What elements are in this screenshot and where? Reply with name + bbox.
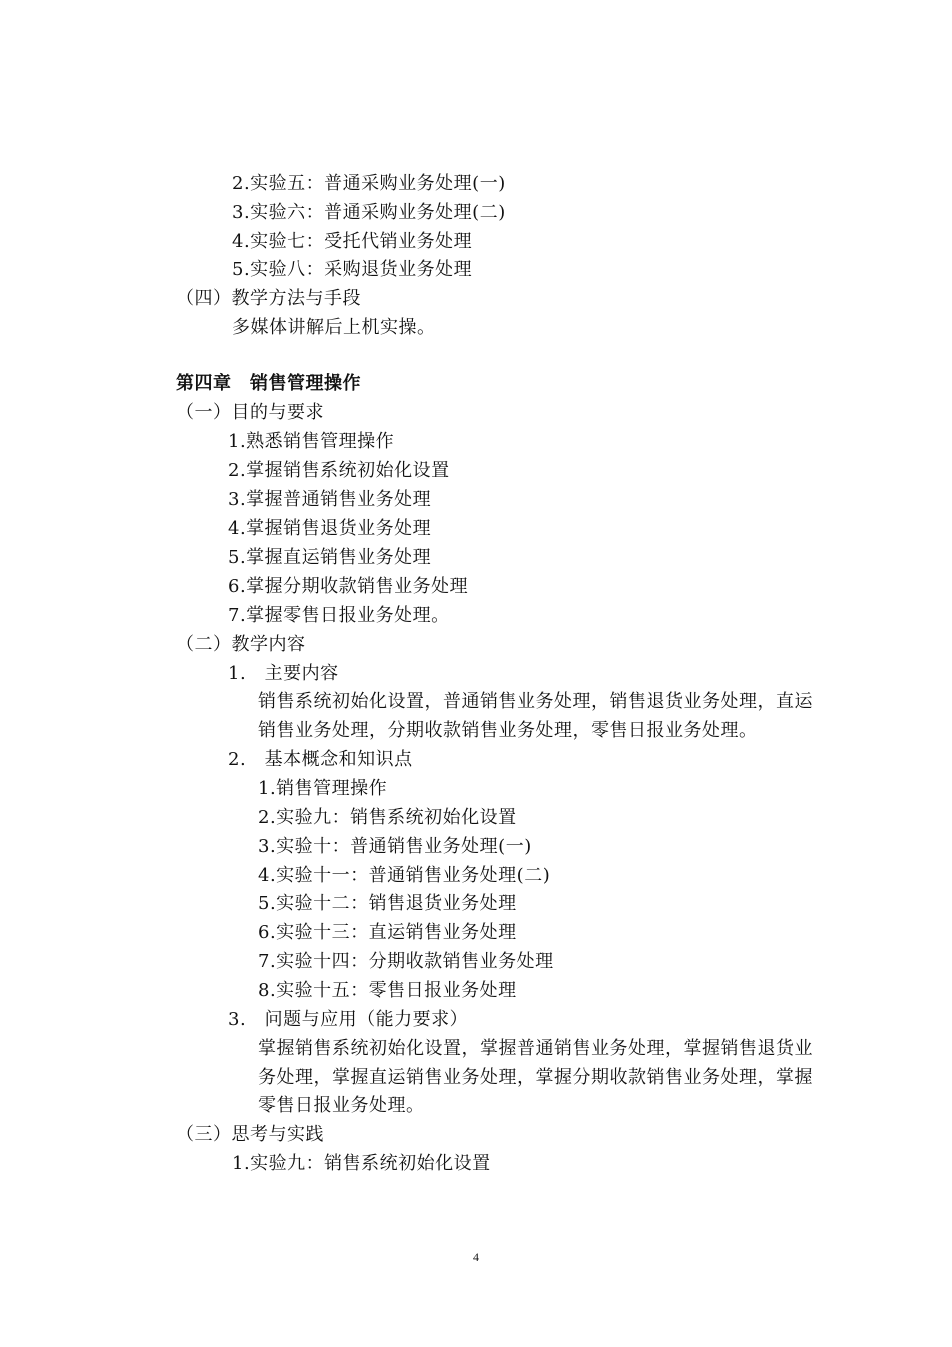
subsection-heading: 1. 主要内容 [228, 663, 339, 684]
list-item: 3.实验十：普通销售业务处理(一) [258, 836, 532, 857]
list-item: 1.实验九：销售系统初始化设置 [232, 1153, 491, 1174]
section-heading: （三）思考与实践 [176, 1124, 324, 1145]
list-item: 8.实验十五：零售日报业务处理 [258, 980, 517, 1001]
subsection-heading: 2. 基本概念和知识点 [228, 749, 413, 770]
list-item: 1.熟悉销售管理操作 [228, 431, 395, 452]
list-item: 6.掌握分期收款销售业务处理 [228, 576, 469, 597]
paragraph-line: 掌握销售系统初始化设置，掌握普通销售业务处理，掌握销售退货业 [258, 1038, 813, 1059]
list-item: 1.销售管理操作 [258, 778, 388, 799]
section-heading: （一）目的与要求 [176, 402, 324, 423]
section-heading: （二）教学内容 [176, 634, 306, 655]
list-item: 2.实验五：普通采购业务处理(一) [232, 173, 506, 194]
list-item: 4.实验七：受托代销业务处理 [232, 231, 473, 252]
page-number: 4 [473, 1250, 479, 1264]
list-item: 4.掌握销售退货业务处理 [228, 518, 432, 539]
list-item: 2.掌握销售系统初始化设置 [228, 460, 450, 481]
list-item: 4.实验十一：普通销售业务处理(二) [258, 865, 551, 886]
list-item: 5.实验八：采购退货业务处理 [232, 259, 473, 280]
list-item: 3.实验六：普通采购业务处理(二) [232, 202, 506, 223]
paragraph-line: 务处理，掌握直运销售业务处理，掌握分期收款销售业务处理，掌握 [258, 1067, 813, 1088]
subsection-heading: 3. 问题与应用（能力要求） [228, 1009, 469, 1030]
paragraph-line: 零售日报业务处理。 [258, 1095, 425, 1116]
list-item: 2.实验九：销售系统初始化设置 [258, 807, 517, 828]
list-item: 6.实验十三：直运销售业务处理 [258, 922, 517, 943]
list-item: 7.掌握零售日报业务处理。 [228, 605, 450, 626]
chapter-title: 第四章 销售管理操作 [176, 373, 361, 394]
list-item: 3.掌握普通销售业务处理 [228, 489, 432, 510]
list-item: 5.掌握直运销售业务处理 [228, 547, 432, 568]
paragraph: 多媒体讲解后上机实操。 [232, 317, 436, 338]
paragraph-line: 销售系统初始化设置，普通销售业务处理，销售退货业务处理，直运 [258, 691, 813, 712]
list-item: 5.实验十二：销售退货业务处理 [258, 893, 517, 914]
list-item: 7.实验十四：分期收款销售业务处理 [258, 951, 554, 972]
section-heading: （四）教学方法与手段 [176, 288, 361, 309]
paragraph-line: 销售业务处理，分期收款销售业务处理，零售日报业务处理。 [258, 720, 758, 741]
